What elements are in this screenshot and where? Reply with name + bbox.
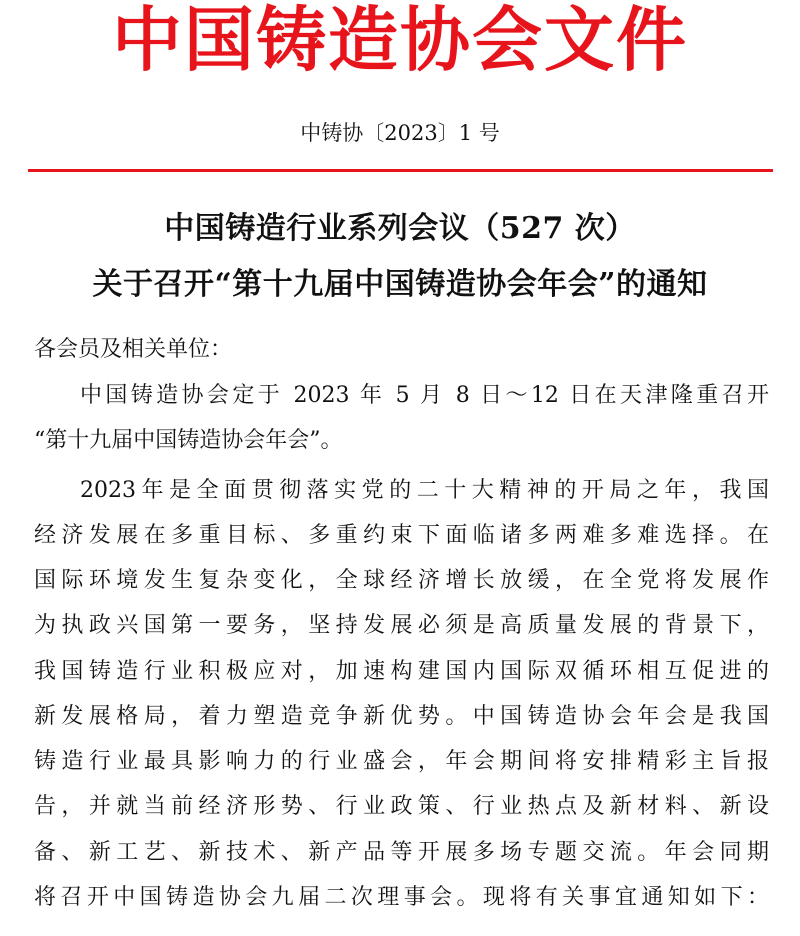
paragraph-2-line: 告，并就当前经济形势、行业政策、行业热点及新材料、新设 — [34, 794, 769, 819]
paragraph-2-line: 新发展格局，着力塑造竞争新优势。中国铸造协会年会是我国 — [34, 704, 769, 729]
paragraph-2-line: 经济发展在多重目标、多重约束下面临诸多两难多难选择。在 — [34, 523, 769, 548]
notice-title-line-1: 中国铸造行业系列会议（527 次） — [164, 211, 636, 246]
paragraph-2-line: 铸造行业最具影响力的行业盛会，年会期间将安排精彩主旨报 — [34, 749, 769, 774]
notice-title-line-2: 关于召开“第十九届中国铸造协会年会”的通知 — [92, 267, 708, 302]
salutation: 各会员及相关单位： — [34, 337, 233, 362]
paragraph-2-line: 将召开中国铸造协会九届二次理事会。现将有关事宜通知如下： — [34, 885, 769, 910]
header-divider — [28, 169, 773, 172]
document-header-title: 中国铸造协会文件 — [112, 0, 688, 81]
document-number: 中铸协〔2023〕1 号 — [300, 121, 500, 145]
paragraph-2-line: 我国铸造行业积极应对，加速构建国内国际双循环相互促进的 — [34, 659, 769, 684]
paragraph-2-line: 备、新工艺、新技术、新产品等开展多场专题交流。年会同期 — [34, 840, 769, 865]
paragraph-2-line: 为执政兴国第一要务，坚持发展必须是高质量发展的背景下， — [34, 613, 769, 638]
paragraph-2-line: 国际环境发生复杂变化，全球经济增长放缓，在全党将发展作 — [34, 568, 769, 593]
paragraph-1-line: 中国铸造协会定于 2023 年 5 月 8 日～12 日在天津隆重召开 — [80, 383, 769, 408]
paragraph-2-line: 2023年是全面贯彻落实党的二十大精神的开局之年，我国 — [80, 478, 769, 503]
paragraph-1-line: “第十九届中国铸造协会年会”。 — [34, 428, 343, 453]
